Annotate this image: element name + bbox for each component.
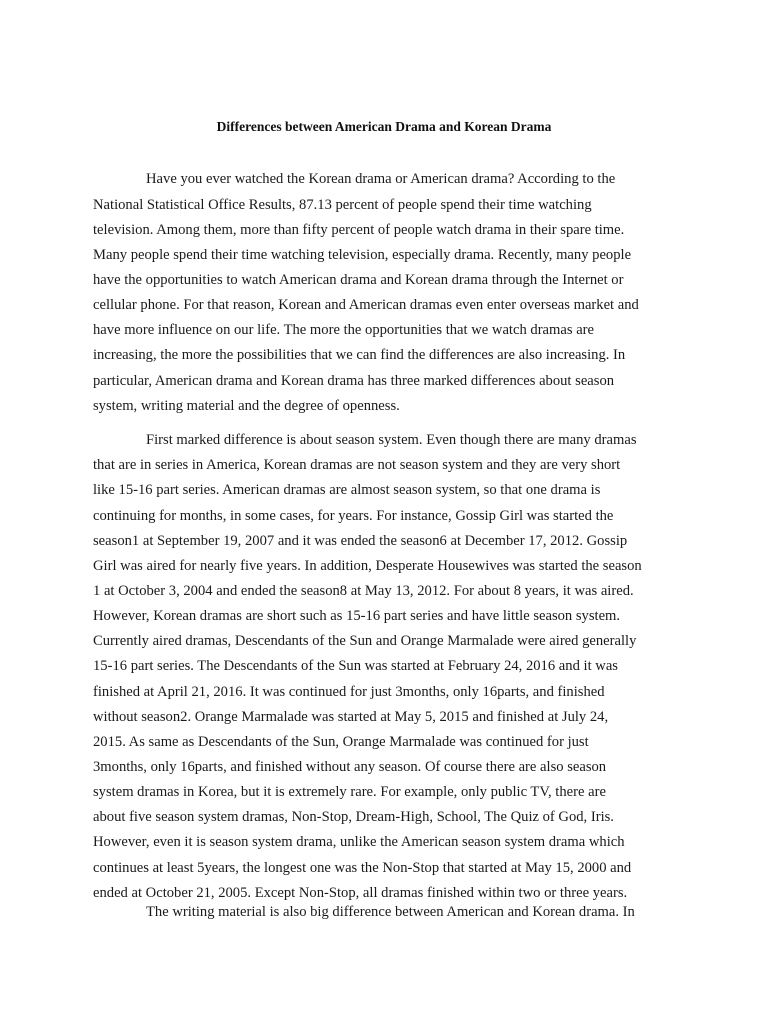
document-title: Differences between American Drama and Korean Drama [216, 119, 552, 134]
text-line: However, even it is season system drama, unlike the American season system drama which [93, 834, 625, 850]
text-line: have the opportunities to watch American drama and Korean drama through the Internet or [93, 272, 624, 288]
text-line: First marked difference is about season system. Even though there are many dramas [146, 432, 637, 448]
text-line: cellular phone. For that reason, Korean and American dramas even enter overseas market and [93, 297, 639, 313]
text-line: like 15-16 part series. American dramas are almost season system, so that one drama is [93, 482, 601, 498]
text-line: about five season system dramas, Non-Stop, Dream-High, School, The Quiz of God, Iris. [93, 809, 614, 825]
text-line: National Statistical Office Results, 87.13 percent of people spend their time watching [93, 197, 592, 213]
text-line: Currently aired dramas, Descendants of the Sun and Orange Marmalade were aired generally [93, 633, 637, 649]
text-line: 15-16 part series. The Descendants of the Sun was started at February 24, 2016 and it was [93, 658, 618, 674]
text-line: television. Among them, more than fifty percent of people watch drama in their spare time. [93, 222, 625, 238]
text-line: increasing, the more the possibilities that we can find the differences are also increasing. In [93, 347, 626, 363]
text-line: continues at least 5years, the longest one was the Non-Stop that started at May 15, 2000 and [93, 860, 632, 876]
text-line: 1 at October 3, 2004 and ended the season8 at May 13, 2012. For about 8 years, it was aired. [93, 583, 634, 599]
text-line: season1 at September 19, 2007 and it was ended the season6 at December 17, 2012. Gossip [93, 533, 628, 549]
text-line: Girl was aired for nearly five years. In addition, Desperate Housewives was started the season [93, 558, 642, 574]
text-line: system, writing material and the degree of openness. [93, 398, 400, 414]
text-line: continuing for months, in some cases, for years. For instance, Gossip Girl was started the [93, 508, 614, 524]
text-line: without season2. Orange Marmalade was started at May 5, 2015 and finished at July 24, [93, 709, 609, 725]
text-line: The writing material is also big difference between American and Korean drama. In [146, 904, 635, 920]
text-line: particular, American drama and Korean drama has three marked differences about season [93, 373, 615, 389]
text-line: that are in series in America, Korean dramas are not season system and they are very short [93, 457, 621, 473]
text-line: However, Korean dramas are short such as 15-16 part series and have little season system. [93, 608, 621, 624]
text-line: ended at October 21, 2005. Except Non-Stop, all dramas finished within two or three years. [93, 885, 628, 901]
text-line: Have you ever watched the Korean drama or American drama? According to the [146, 171, 616, 187]
text-line: have more influence on our life. The more the opportunities that we watch dramas are [93, 322, 595, 338]
text-line: Many people spend their time watching television, especially drama. Recently, many people [93, 247, 632, 263]
text-line: 2015. As same as Descendants of the Sun, Orange Marmalade was continued for just [93, 734, 589, 750]
text-line: system dramas in Korea, but it is extremely rare. For example, only public TV, there are [93, 784, 606, 800]
text-line: 3months, only 16parts, and finished without any season. Of course there are also season [93, 759, 607, 775]
text-line: finished at April 21, 2016. It was continued for just 3months, only 16parts, and finished [93, 684, 605, 700]
